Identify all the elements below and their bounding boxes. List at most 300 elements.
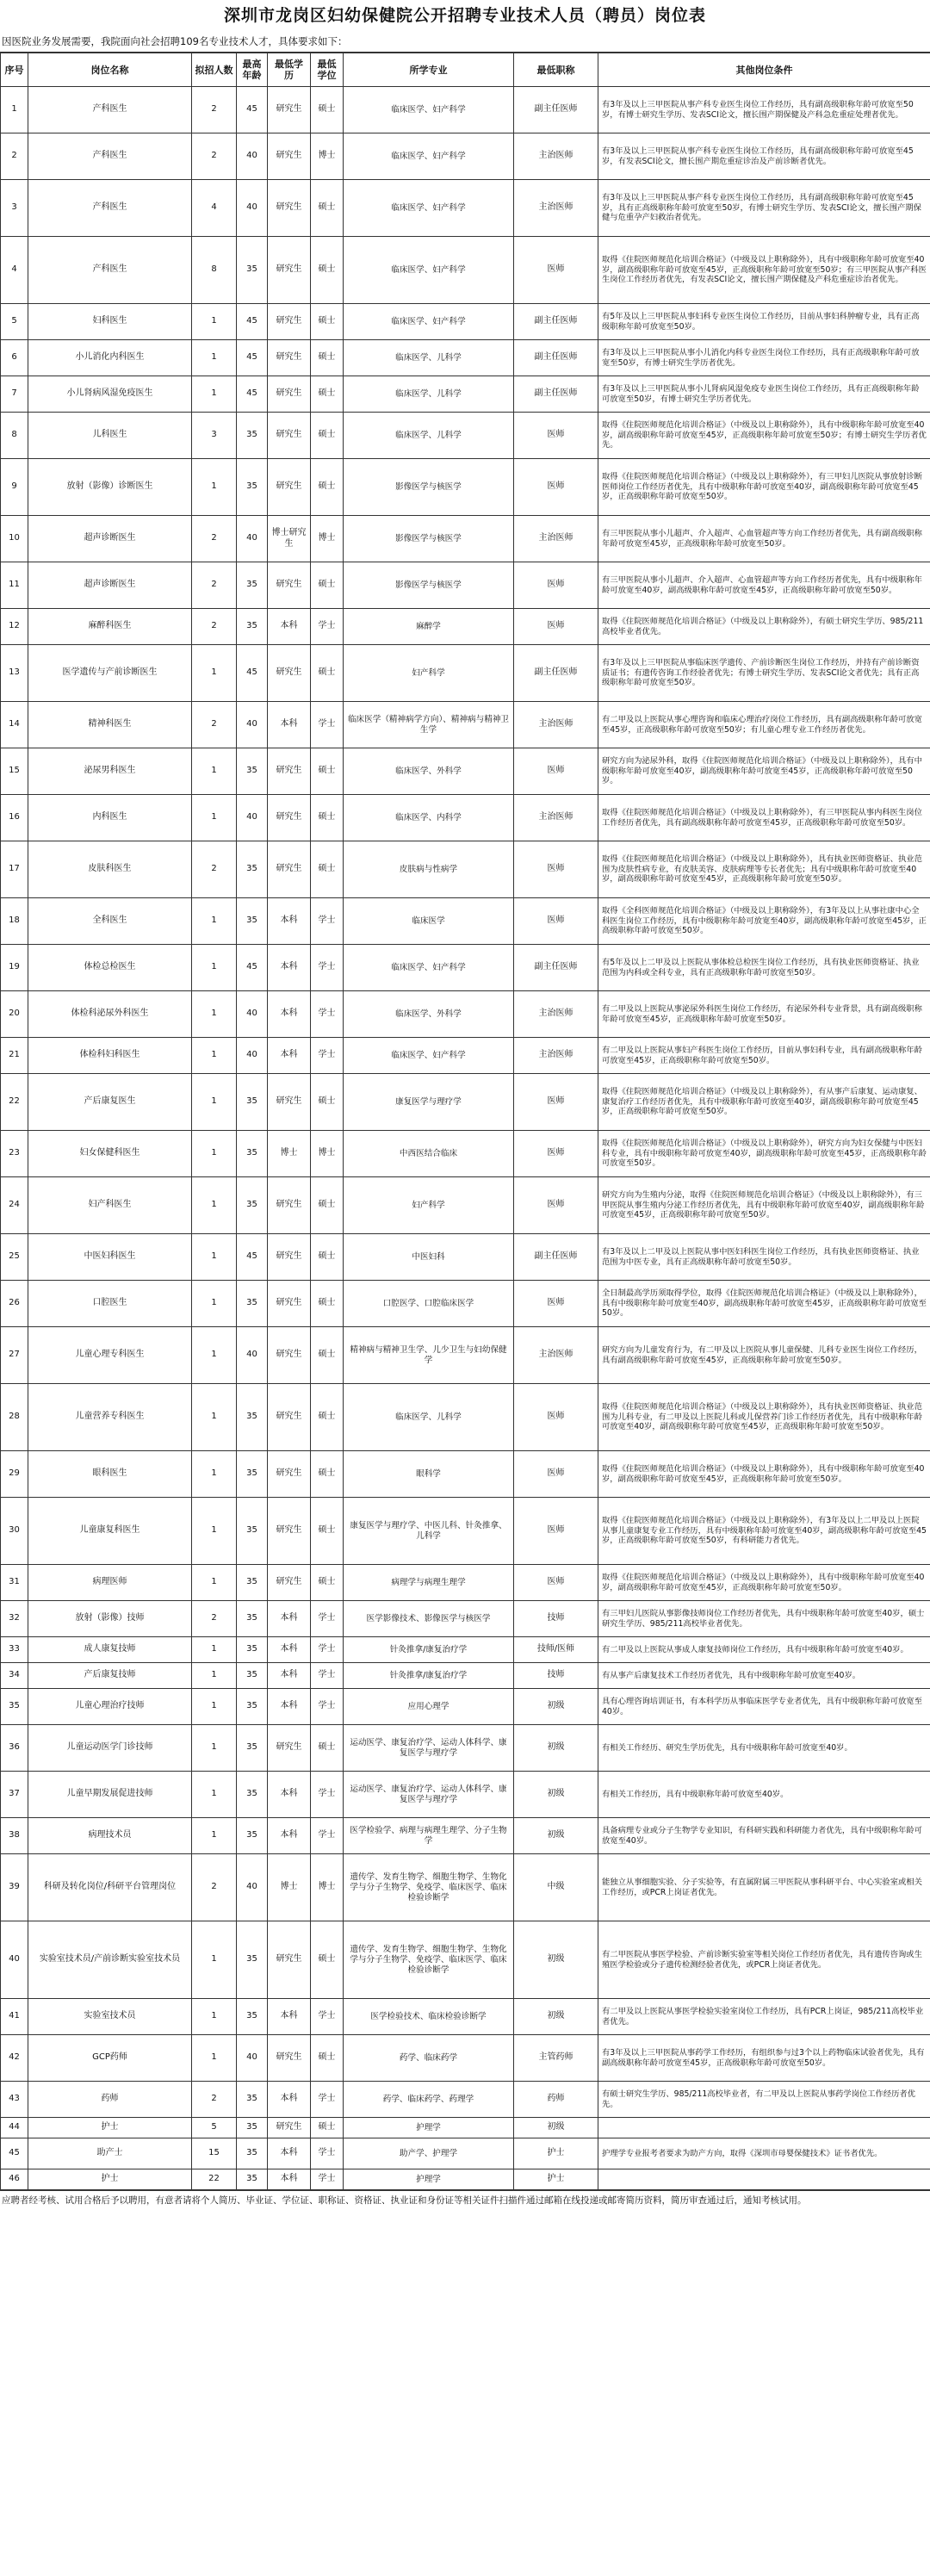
cell-post: 放射（影像）技师	[28, 1601, 192, 1637]
table-row	[1, 562, 930, 609]
cell-age: 35	[237, 1281, 268, 1327]
cell-degree: 学士	[311, 1601, 344, 1637]
cell-count: 1	[192, 1637, 237, 1663]
cell-count: 1	[192, 1772, 237, 1818]
table-row	[1, 1281, 930, 1327]
cell-count: 5	[192, 2118, 237, 2138]
cell-major: 妇产科学	[344, 1177, 514, 1234]
cell-edu: 研究生	[268, 562, 311, 609]
intro-text: 因医院业务发展需要，我院面向社会招聘109名专业技术人才，具体要求如下：	[0, 31, 930, 53]
cell-degree: 硕士	[311, 2035, 344, 2082]
cell-degree: 硕士	[311, 1177, 344, 1234]
cell-degree: 学士	[311, 702, 344, 748]
cell-count: 1	[192, 1234, 237, 1281]
cell-degree: 博士	[311, 516, 344, 562]
cell-age: 35	[237, 1565, 268, 1601]
cell-other: 有3年及以上二甲及以上医院从事中医妇科医生岗位工作经历，具有执业医师资格证、执业范围为中医专业，具有正高级职称年龄可放宽至50岁。	[598, 1234, 930, 1281]
cell-age: 35	[237, 237, 268, 304]
table-row	[1, 1689, 930, 1725]
cell-post: GCP药师	[28, 2035, 192, 2082]
cell-title: 医师	[514, 1074, 598, 1131]
cell-edu: 研究生	[268, 1565, 311, 1601]
cell-title: 主治医师	[514, 516, 598, 562]
cell-title: 医师	[514, 609, 598, 645]
cell-no: 18	[1, 898, 28, 945]
cell-no: 16	[1, 795, 28, 841]
cell-post: 超声诊断医生	[28, 516, 192, 562]
cell-no: 9	[1, 459, 28, 516]
table-row	[1, 1327, 930, 1384]
cell-post: 助产士	[28, 2138, 192, 2169]
cell-age: 45	[237, 304, 268, 340]
cell-degree: 硕士	[311, 841, 344, 898]
cell-count: 1	[192, 1131, 237, 1177]
cell-post: 超声诊断医生	[28, 562, 192, 609]
cell-degree: 学士	[311, 2082, 344, 2118]
cell-major: 临床医学、妇产科学	[344, 304, 514, 340]
cell-degree: 硕士	[311, 1921, 344, 1999]
cell-age: 35	[237, 459, 268, 516]
cell-major: 康复医学与理疗学、中医儿科、针灸推拿、儿科学	[344, 1498, 514, 1565]
cell-count: 22	[192, 2169, 237, 2190]
table-row	[1, 1921, 930, 1999]
cell-edu: 本科	[268, 2082, 311, 2118]
cell-degree: 硕士	[311, 1498, 344, 1565]
table-row	[1, 459, 930, 516]
cell-title: 护士	[514, 2138, 598, 2169]
cell-edu: 本科	[268, 1999, 311, 2035]
cell-edu: 本科	[268, 1663, 311, 1689]
cell-edu: 博士	[268, 1131, 311, 1177]
cell-edu: 本科	[268, 991, 311, 1038]
cell-post: 实验室技术员/产前诊断实验室技术员	[28, 1921, 192, 1999]
cell-count: 1	[192, 1177, 237, 1234]
cell-no: 25	[1, 1234, 28, 1281]
cell-edu: 研究生	[268, 841, 311, 898]
cell-age: 35	[237, 841, 268, 898]
cell-count: 1	[192, 645, 237, 702]
cell-major: 遗传学、发育生物学、细胞生物学、生物化学与分子生物学、免疫学、临床医学、临床检验诊断学	[344, 1921, 514, 1999]
cell-major: 应用心理学	[344, 1689, 514, 1725]
cell-age: 45	[237, 87, 268, 133]
cell-age: 45	[237, 376, 268, 413]
cell-post: 儿童早期发展促进技师	[28, 1772, 192, 1818]
cell-no: 12	[1, 609, 28, 645]
cell-count: 1	[192, 1451, 237, 1498]
cell-degree: 硕士	[311, 2118, 344, 2138]
cell-major: 护理学	[344, 2169, 514, 2190]
cell-post: 体检科妇科医生	[28, 1038, 192, 1074]
cell-count: 2	[192, 516, 237, 562]
cell-major: 临床医学	[344, 898, 514, 945]
header-edu: 最低学历	[268, 53, 311, 87]
cell-post: 产科医生	[28, 237, 192, 304]
table-row	[1, 2082, 930, 2118]
cell-no: 37	[1, 1772, 28, 1818]
cell-major: 护理学	[344, 2118, 514, 2138]
cell-other: 全日制最高学历须取得学位，取得《住院医师规范化培训合格证》（中级及以上职称除外），具有中级职称年龄可放宽至40岁，副高级职称年龄可放宽至45岁，正高级职称年龄可放宽至50岁。	[598, 1281, 930, 1327]
cell-degree: 硕士	[311, 304, 344, 340]
cell-count: 1	[192, 2035, 237, 2082]
cell-major: 临床医学、儿科学	[344, 413, 514, 459]
table-row	[1, 237, 930, 304]
cell-no: 13	[1, 645, 28, 702]
cell-no: 33	[1, 1637, 28, 1663]
cell-major: 影像医学与核医学	[344, 516, 514, 562]
cell-major: 运动医学、康复治疗学、运动人体科学、康复医学与理疗学	[344, 1772, 514, 1818]
cell-major: 病理学与病理生理学	[344, 1565, 514, 1601]
cell-no: 29	[1, 1451, 28, 1498]
header-degree: 最低学位	[311, 53, 344, 87]
cell-post: 中医妇科医生	[28, 1234, 192, 1281]
cell-count: 1	[192, 748, 237, 795]
cell-degree: 学士	[311, 991, 344, 1038]
cell-title: 医师	[514, 841, 598, 898]
cell-no: 26	[1, 1281, 28, 1327]
cell-age: 40	[237, 1854, 268, 1921]
cell-age: 40	[237, 1038, 268, 1074]
cell-no: 3	[1, 180, 28, 237]
cell-post: 小儿肾病风湿免疫医生	[28, 376, 192, 413]
cell-count: 2	[192, 1854, 237, 1921]
cell-title: 医师	[514, 748, 598, 795]
cell-edu: 研究生	[268, 1177, 311, 1234]
cell-post: 成人康复技师	[28, 1637, 192, 1663]
cell-count: 1	[192, 1281, 237, 1327]
cell-no: 35	[1, 1689, 28, 1725]
cell-age: 35	[237, 1663, 268, 1689]
cell-other: 有硕士研究生学历、985/211高校毕业者，有二甲及以上医院从事药学岗位工作经历者优先。	[598, 2082, 930, 2118]
cell-count: 1	[192, 1498, 237, 1565]
cell-other: 有二甲及以上医院从事心理咨询和临床心理治疗岗位工作经历，具有副高级职称年龄可放宽至45岁，正高级职称年龄可放宽至50岁；有儿童心理专业工作经历者优先。	[598, 702, 930, 748]
table-row	[1, 1038, 930, 1074]
cell-edu: 研究生	[268, 748, 311, 795]
cell-title: 医师	[514, 1498, 598, 1565]
table-row	[1, 133, 930, 180]
cell-count: 2	[192, 841, 237, 898]
cell-edu: 研究生	[268, 180, 311, 237]
cell-other: 取得《住院医师规范化培训合格证》（中级及以上职称除外），具有中级职称年龄可放宽至40岁，副高级职称年龄可放宽至45岁，正高级职称年龄可放宽至50岁。	[598, 1451, 930, 1498]
cell-title: 副主任医师	[514, 376, 598, 413]
cell-degree: 学士	[311, 2138, 344, 2169]
cell-degree: 硕士	[311, 795, 344, 841]
cell-edu: 本科	[268, 945, 311, 991]
page-title: 深圳市龙岗区妇幼保健院公开招聘专业技术人员（聘员）岗位表	[223, 6, 706, 25]
cell-major: 药学、临床药学、药理学	[344, 2082, 514, 2118]
cell-title: 医师	[514, 413, 598, 459]
cell-title: 副主任医师	[514, 1234, 598, 1281]
table-row	[1, 1074, 930, 1131]
cell-other: 取得《住院医师规范化培训合格证》（中级及以上职称除外），有三甲医院从事内科医生岗位工作经历者优先，具有副高级职称年龄可放宽至45岁，正高级职称年龄可放宽至50岁。	[598, 795, 930, 841]
cell-count: 2	[192, 133, 237, 180]
cell-other: 有3年及以上三甲医院从事小儿肾病风湿免疫专业医生岗位工作经历，具有正高级职称年龄可放宽至50岁，有博士研究生学历者优先。	[598, 376, 930, 413]
cell-title: 技师	[514, 1601, 598, 1637]
table-row	[1, 1725, 930, 1772]
cell-age: 35	[237, 1921, 268, 1999]
cell-no: 40	[1, 1921, 28, 1999]
cell-edu: 研究生	[268, 1451, 311, 1498]
cell-post: 产后康复医生	[28, 1074, 192, 1131]
table-row	[1, 1565, 930, 1601]
cell-no: 42	[1, 2035, 28, 2082]
table-row	[1, 1384, 930, 1451]
cell-count: 15	[192, 2138, 237, 2169]
cell-other: 有二甲及以上医院从事成人康复技师岗位工作经历，具有中级职称年龄可放宽至40岁。	[598, 1637, 930, 1663]
cell-post: 儿童心理治疗技师	[28, 1689, 192, 1725]
cell-major: 临床医学、外科学	[344, 748, 514, 795]
table-row	[1, 376, 930, 413]
cell-post: 病理技术员	[28, 1818, 192, 1854]
cell-count: 1	[192, 1038, 237, 1074]
cell-other: 研究方向为生殖内分泌，取得《住院医师规范化培训合格证》（中级及以上职称除外），有三甲医院从事生殖内分泌工作经历者优先，具有中级职称年龄可放宽至40岁，副高级职称年龄可放宽至45岁，正高级职称年龄可放宽至50岁。	[598, 1177, 930, 1234]
cell-edu: 本科	[268, 1601, 311, 1637]
cell-count: 1	[192, 459, 237, 516]
table-row	[1, 945, 930, 991]
cell-title: 药师	[514, 2082, 598, 2118]
cell-title: 技师	[514, 1663, 598, 1689]
table-row	[1, 1498, 930, 1565]
cell-no: 32	[1, 1601, 28, 1637]
table-row	[1, 795, 930, 841]
cell-other: 具备病理专业或分子生物学专业知识，有科研实践和科研能力者优先，具有中级职称年龄可放宽至40岁。	[598, 1818, 930, 1854]
cell-other: 有5年及以上二甲及以上医院从事体检总检医生岗位工作经历，具有执业医师资格证、执业范围为内科或全科专业，具有正高级职称年龄可放宽至50岁。	[598, 945, 930, 991]
cell-degree: 学士	[311, 1772, 344, 1818]
table-row	[1, 87, 930, 133]
cell-count: 2	[192, 87, 237, 133]
cell-no: 19	[1, 945, 28, 991]
cell-count: 1	[192, 1663, 237, 1689]
cell-age: 35	[237, 1601, 268, 1637]
table-row	[1, 991, 930, 1038]
cell-post: 护士	[28, 2118, 192, 2138]
table-row	[1, 609, 930, 645]
table-row	[1, 1131, 930, 1177]
cell-major: 中医妇科	[344, 1234, 514, 1281]
cell-title: 护士	[514, 2169, 598, 2190]
cell-title: 副主任医师	[514, 304, 598, 340]
cell-post: 药师	[28, 2082, 192, 2118]
cell-major: 临床医学（精神病学方向）、精神病与精神卫生学	[344, 702, 514, 748]
cell-edu: 研究生	[268, 237, 311, 304]
table-row	[1, 1772, 930, 1818]
cell-title: 医师	[514, 1565, 598, 1601]
cell-edu: 本科	[268, 1772, 311, 1818]
cell-edu: 研究生	[268, 376, 311, 413]
header-other: 其他岗位条件	[598, 53, 930, 87]
cell-degree: 硕士	[311, 1074, 344, 1131]
cell-no: 46	[1, 2169, 28, 2190]
cell-age: 35	[237, 1637, 268, 1663]
header-title: 最低职称	[514, 53, 598, 87]
cell-major: 针灸推拿/康复治疗学	[344, 1637, 514, 1663]
cell-major: 麻醉学	[344, 609, 514, 645]
cell-count: 2	[192, 2082, 237, 2118]
cell-count: 1	[192, 1725, 237, 1772]
cell-title: 初级	[514, 1921, 598, 1999]
table-row	[1, 841, 930, 898]
cell-degree: 硕士	[311, 1327, 344, 1384]
footer-note: 应聘者经考核、试用合格后予以聘用，有意者请将个人简历、毕业证、学位证、职称证、资格证、执业证和身份证等相关证件扫描件通过邮箱在线投递或邮寄简历资料，简历审查通过后，通知考核试用。	[0, 2190, 930, 2210]
cell-edu: 研究生	[268, 1234, 311, 1281]
cell-no: 11	[1, 562, 28, 609]
cell-post: 护士	[28, 2169, 192, 2190]
cell-other: 取得《住院医师规范化培训合格证》（中级及以上职称除外），研究方向为妇女保健与中医妇科专业，具有中级职称年龄可放宽至40岁，副高级职称年龄可放宽至45岁，正高级职称年龄可放宽至50岁。	[598, 1131, 930, 1177]
cell-edu: 本科	[268, 898, 311, 945]
cell-edu: 博士	[268, 1854, 311, 1921]
cell-no: 43	[1, 2082, 28, 2118]
cell-other: 有相关工作经历、研究生学历优先，具有中级职称年龄可放宽至40岁。	[598, 1725, 930, 1772]
cell-edu: 本科	[268, 2138, 311, 2169]
header-count: 拟招人数	[192, 53, 237, 87]
cell-no: 36	[1, 1725, 28, 1772]
cell-degree: 博士	[311, 1131, 344, 1177]
cell-other: 有3年及以上三甲医院从事药学工作经历，有组织参与过3个以上药物临床试验者优先，具有副高级职称年龄可放宽至45岁，正高级职称年龄可放宽至50岁。	[598, 2035, 930, 2082]
cell-major: 临床医学、妇产科学	[344, 1038, 514, 1074]
cell-title: 初级	[514, 1725, 598, 1772]
cell-title: 医师	[514, 237, 598, 304]
cell-count: 1	[192, 1921, 237, 1999]
cell-count: 1	[192, 1818, 237, 1854]
cell-other: 取得《住院医师规范化培训合格证》（中级及以上职称除外），具有中级职称年龄可放宽至40岁，副高级职称年龄可放宽至45岁，正高级职称年龄可放宽至50岁。	[598, 1565, 930, 1601]
cell-no: 23	[1, 1131, 28, 1177]
table-row	[1, 1818, 930, 1854]
cell-other: 有相关工作经历，具有中级职称年龄可放宽至40岁。	[598, 1772, 930, 1818]
cell-post: 儿童心理专科医生	[28, 1327, 192, 1384]
cell-degree: 学士	[311, 898, 344, 945]
cell-major: 临床医学、妇产科学	[344, 133, 514, 180]
cell-edu: 研究生	[268, 795, 311, 841]
cell-age: 40	[237, 180, 268, 237]
cell-post: 实验室技术员	[28, 1999, 192, 2035]
cell-major: 影像医学与核医学	[344, 459, 514, 516]
cell-no: 41	[1, 1999, 28, 2035]
cell-other: 有二甲及以上医院从事医学检验实验室岗位工作经历，具有PCR上岗证，985/211高校毕业者优先。	[598, 1999, 930, 2035]
table-header-row	[1, 53, 930, 87]
cell-age: 35	[237, 2138, 268, 2169]
cell-other: 取得《住院医师规范化培训合格证》（中级及以上职称除外），有从事产后康复、运动康复、康复治疗工作经历者优先，具有中级职称年龄可放宽至40岁，副高级职称年龄可放宽至45岁，正高级职称年龄可放宽至50岁。	[598, 1074, 930, 1131]
table-row	[1, 1451, 930, 1498]
table-row	[1, 1999, 930, 2035]
cell-post: 儿童营养专科医生	[28, 1384, 192, 1451]
cell-post: 病理医师	[28, 1565, 192, 1601]
cell-degree: 硕士	[311, 748, 344, 795]
cell-no: 34	[1, 1663, 28, 1689]
table-row	[1, 180, 930, 237]
cell-age: 45	[237, 645, 268, 702]
cell-other: 取得《全科医师规范化培训合格证》（中级及以上职称除外），有3年及以上从事社康中心全科医生岗位工作经历，具有中级职称年龄可放宽至40岁，副高级职称年龄可放宽至45岁，正高级职称年龄可放宽至50岁。	[598, 898, 930, 945]
cell-count: 2	[192, 562, 237, 609]
cell-age: 40	[237, 795, 268, 841]
cell-edu: 本科	[268, 2169, 311, 2190]
cell-other: 取得《住院医师规范化培训合格证》（中级及以上职称除外），有3年及以上二甲及以上医院从事儿童康复专业工作经历，具有中级职称年龄可放宽至40岁，副高级职称年龄可放宽至45岁，正高级职称年龄可放宽至50岁，有科研能力者优先。	[598, 1498, 930, 1565]
cell-title: 主治医师	[514, 991, 598, 1038]
table-row	[1, 340, 930, 376]
cell-major: 医学检验技术、临床检验诊断学	[344, 1999, 514, 2035]
cell-count: 1	[192, 991, 237, 1038]
cell-title: 主治医师	[514, 180, 598, 237]
cell-age: 35	[237, 898, 268, 945]
cell-title: 副主任医师	[514, 945, 598, 991]
cell-degree: 硕士	[311, 340, 344, 376]
cell-degree: 博士	[311, 133, 344, 180]
cell-edu: 研究生	[268, 2035, 311, 2082]
cell-edu: 研究生	[268, 645, 311, 702]
cell-no: 28	[1, 1384, 28, 1451]
cell-edu: 研究生	[268, 1327, 311, 1384]
cell-major: 皮肤病与性病学	[344, 841, 514, 898]
cell-age: 35	[237, 1725, 268, 1772]
cell-count: 1	[192, 376, 237, 413]
cell-other: 取得《住院医师规范化培训合格证》（中级及以上职称除外），有硕士研究生学历、985/211高校毕业者优先。	[598, 609, 930, 645]
cell-major: 影像医学与核医学	[344, 562, 514, 609]
cell-degree: 硕士	[311, 180, 344, 237]
cell-post: 儿科医生	[28, 413, 192, 459]
table-row	[1, 898, 930, 945]
cell-age: 35	[237, 1177, 268, 1234]
cell-major: 眼科学	[344, 1451, 514, 1498]
cell-major: 遗传学、发育生物学、细胞生物学、生物化学与分子生物学、免疫学、临床医学、临床检验诊断学	[344, 1854, 514, 1921]
cell-no: 15	[1, 748, 28, 795]
cell-major: 精神病与精神卫生学、儿少卫生与妇幼保健学	[344, 1327, 514, 1384]
cell-post: 妇科医生	[28, 304, 192, 340]
cell-age: 45	[237, 1234, 268, 1281]
cell-major: 运动医学、康复治疗学、运动人体科学、康复医学与理疗学	[344, 1725, 514, 1772]
cell-edu: 研究生	[268, 304, 311, 340]
cell-post: 儿童运动医学门诊技师	[28, 1725, 192, 1772]
cell-edu: 研究生	[268, 340, 311, 376]
cell-age: 45	[237, 945, 268, 991]
cell-age: 35	[237, 1689, 268, 1725]
cell-age: 40	[237, 2035, 268, 2082]
cell-other: 取得《住院医师规范化培训合格证》（中级及以上职称除外），具有执业医师资格证、执业范围为儿科专业，有二甲及以上医院儿科或儿保营养门诊工作经历者优先，具有中级职称年龄可放宽至40岁，副高级职称年龄可放宽至45岁，正高级职称年龄可放宽至50岁。	[598, 1384, 930, 1451]
cell-count: 8	[192, 237, 237, 304]
cell-post: 产科医生	[28, 133, 192, 180]
cell-other: 有三甲医院从事小儿超声、介入超声、心血管超声等方向工作经历者优先，具有副高级职称年龄可放宽至45岁，正高级职称年龄可放宽至50岁。	[598, 516, 930, 562]
cell-age: 35	[237, 2118, 268, 2138]
cell-no: 22	[1, 1074, 28, 1131]
cell-no: 30	[1, 1498, 28, 1565]
cell-degree: 学士	[311, 1999, 344, 2035]
cell-age: 35	[237, 1818, 268, 1854]
cell-degree: 硕士	[311, 1565, 344, 1601]
table-row	[1, 645, 930, 702]
cell-no: 17	[1, 841, 28, 898]
cell-title: 主治医师	[514, 1038, 598, 1074]
header-post: 岗位名称	[28, 53, 192, 87]
cell-degree: 硕士	[311, 1234, 344, 1281]
cell-title: 初级	[514, 2118, 598, 2138]
cell-title: 主治医师	[514, 702, 598, 748]
cell-age: 40	[237, 991, 268, 1038]
cell-title: 医师	[514, 1131, 598, 1177]
table-row	[1, 1177, 930, 1234]
cell-title: 医师	[514, 562, 598, 609]
cell-major: 口腔医学、口腔临床医学	[344, 1281, 514, 1327]
cell-edu: 研究生	[268, 1384, 311, 1451]
cell-edu: 研究生	[268, 459, 311, 516]
cell-other: 有3年及以上三甲医院从事小儿消化内科专业医生岗位工作经历，具有正高级职称年龄可放宽至50岁，有博士研究生学历者优先。	[598, 340, 930, 376]
cell-major: 医学检验学、病理与病理生理学、分子生物学	[344, 1818, 514, 1854]
cell-major: 临床医学、儿科学	[344, 340, 514, 376]
cell-title: 副主任医师	[514, 340, 598, 376]
cell-post: 产科医生	[28, 87, 192, 133]
cell-other: 取得《住院医师规范化培训合格证》（中级及以上职称除外），有三甲妇儿医院从事放射诊断医师岗位工作经历者优先，具有中级职称年龄可放宽至40岁，副高级职称年龄可放宽至45岁，正高级职称年龄可放宽至50岁。	[598, 459, 930, 516]
cell-edu: 研究生	[268, 1074, 311, 1131]
header-no: 序号	[1, 53, 28, 87]
cell-age: 35	[237, 1498, 268, 1565]
cell-edu: 研究生	[268, 1281, 311, 1327]
cell-other: 有二甲及以上医院从事妇产科医生岗位工作经历，目前从事妇科专业，具有副高级职称年龄可放宽至45岁，正高级职称年龄可放宽至50岁。	[598, 1038, 930, 1074]
